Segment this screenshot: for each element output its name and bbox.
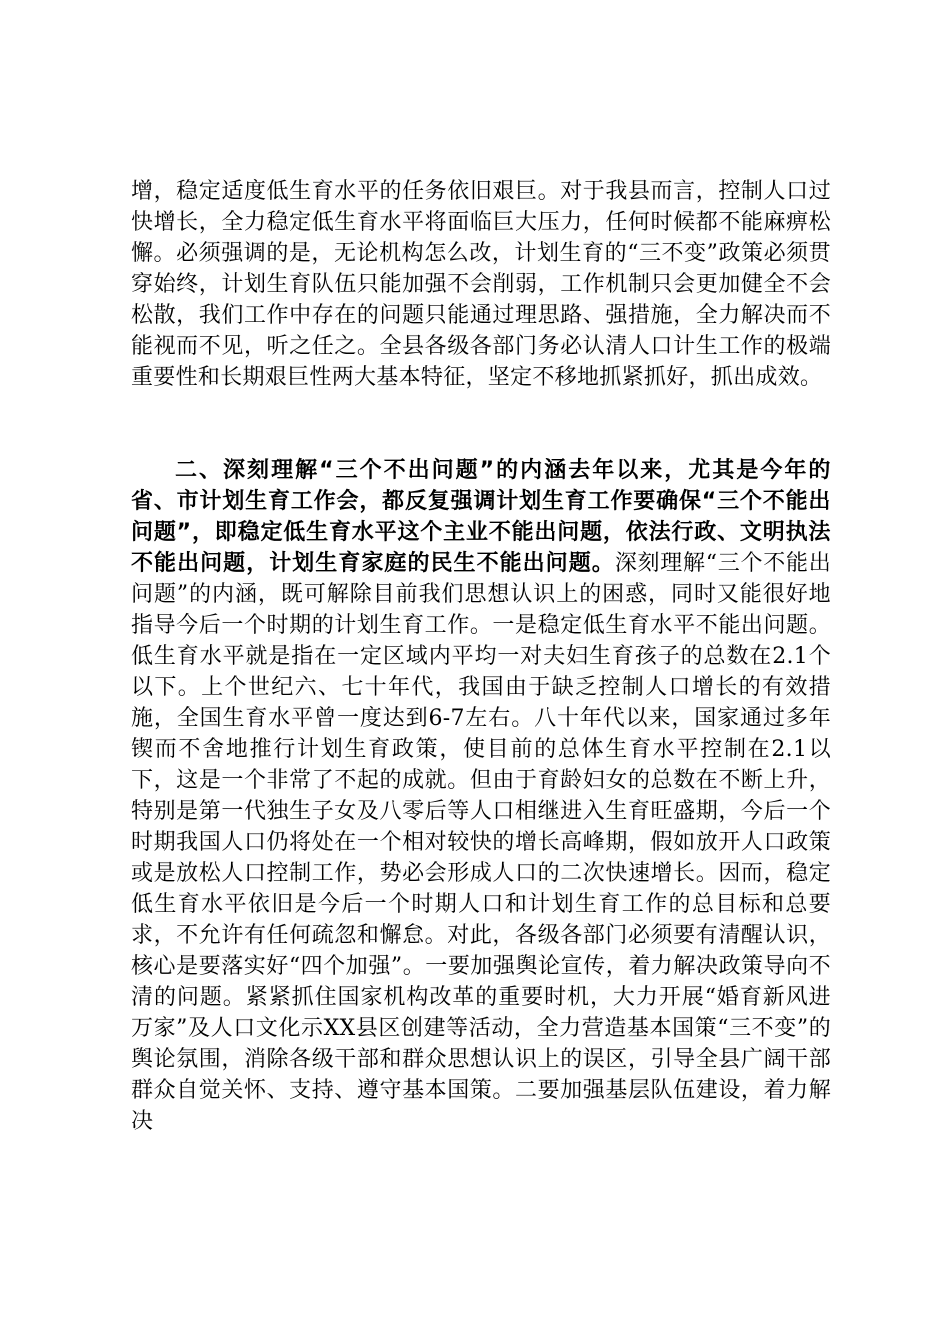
paragraph-continuation: 增，稳定适度低生育水平的任务依旧艰巨。对于我县而言，控制人口过快增长，全力稳定低生育水平将面临巨大压力，任何时候都不能麻痹松懈。必须强调的是，无论机构怎么改，计划生育的“三不变”政策必须贯穿始终，计划生育队伍只能加强不会削弱，工作机制只会更加健全不会松散，我们工作中存在的问题只能通过理思路、强措施，全力解决而不能视而不见，听之任之。全县各级各部门务必认清人口计生工作的极端重要性和长期艰巨性两大基本特征，坚定不移地抓紧抓好，抓出成效。 (131, 179, 831, 390)
paragraph-section-two (131, 455, 831, 1137)
section-heading: 二、深刻理解“三个不出问题”的内涵去年以来，尤其是今年的省、市计划生育工作会，都反复强调计划生育工作要确保“三个不能出问题”，即稳定低生育水平这个主业不能出问题，依法行政、文明执法不能出问题，计划生育家庭的民生不能出问题。 (131, 458, 831, 576)
section-body: 深刻理解“三个不能出问题”的内涵，既可解除目前我们思想认识上的困惑，同时又能很好地指导今后一个时期的计划生育工作。一是稳定低生育水平不能出问题。低生育水平就是指在一定区域内平均一对夫妇生育孩子的总数在2.1个以下。上个世纪六、七十年代，我国由于缺乏控制人口增长的有效措施，全国生育水平曾一度达到6-7左右。八十年代以来，国家通过多年锲而不舍地推行计划生育政策，使目前的总体生育水平控制在2.1以下，这是一个非常了不起的成就。但由于育龄妇女的总数在不断上升，特别是第一代独生子女及八零后等人口相继进入生育旺盛期，今后一个时期我国人口仍将处在一个相对较快的增长高峰期，假如放开人口政策或是放松人口控制工作，势必会形成人口的二次快速增长。因而，稳定低生育水平依旧是今后一个时期人口和计划生育工作的总目标和总要求，不允许有任何疏忽和懈怠。对此，各级各部门必须要有清醒认识，核心是要落实好“四个加强”。一要加强舆论宣传，着力解决政策导向不清的问题。紧紧抓住国家机构改革的重要时机，大力开展“婚育新风进万家”及人口文化示XX县区创建等活动，全力营造基本国策“三不变”的舆论氛围，消除各级干部和群众思想认识上的误区，引导全县广阔干部群众自觉关怀、支持、遵守基本国策。二要加强基层队伍建设，着力解决 (131, 551, 832, 1134)
